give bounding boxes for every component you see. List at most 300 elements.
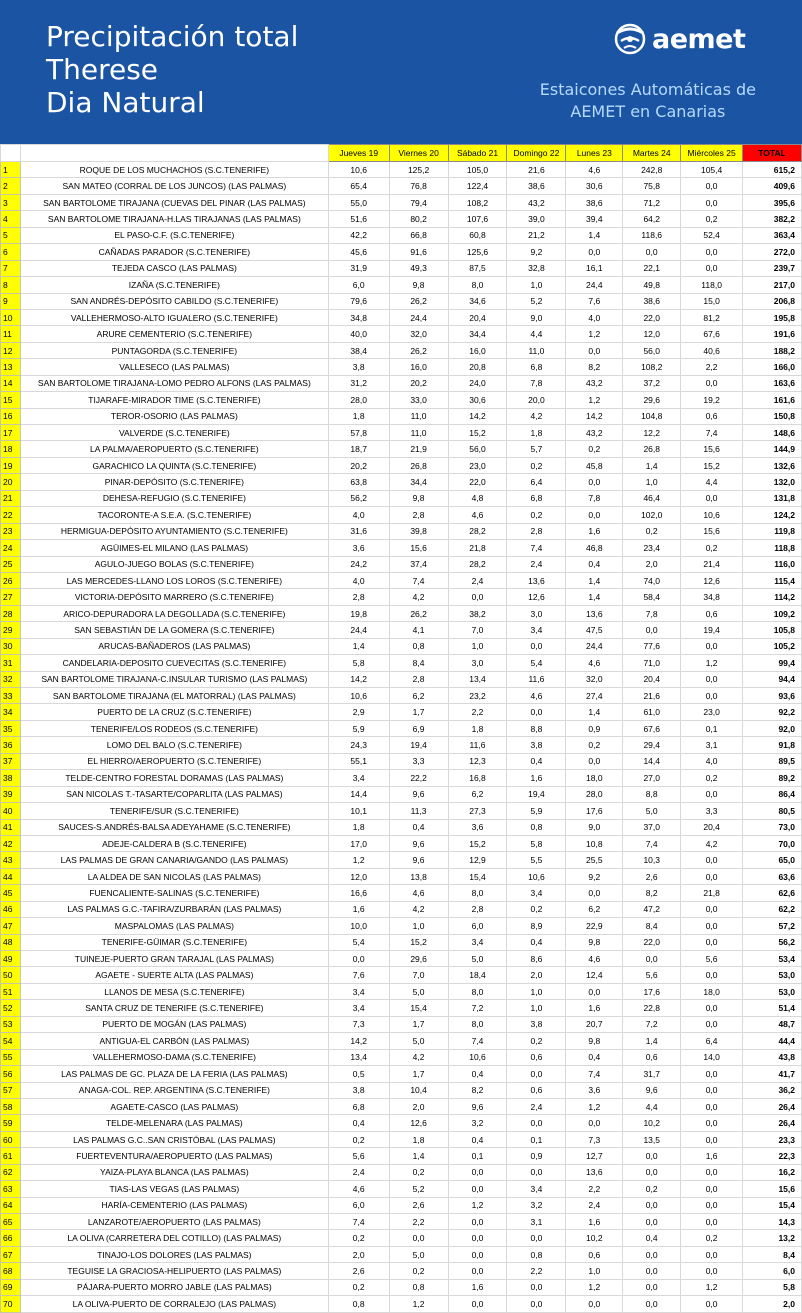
station-name: TINAJO-LOS DOLORES (LAS PALMAS): [20, 1246, 328, 1262]
value-lunes: 22,9: [566, 918, 623, 934]
value-jueves: 3,6: [328, 540, 389, 556]
value-domingo: 5,8: [507, 835, 566, 851]
station-name: TENERIFE-GÜIMAR (S.C.TENERIFE): [20, 934, 328, 950]
value-sabado: 0,0: [448, 1164, 507, 1180]
table-row: [1, 1000, 802, 1016]
value-martes: 29,4: [623, 737, 681, 753]
value-sabado: 15,2: [448, 425, 507, 441]
row-number: 10: [1, 309, 21, 325]
value-miercoles: 0,0: [681, 1016, 743, 1032]
value-miercoles: 14,0: [681, 1049, 743, 1065]
value-domingo: 38,6: [507, 178, 566, 194]
value-miercoles: 18,0: [681, 983, 743, 999]
value-viernes: 9,8: [389, 277, 448, 293]
value-martes: 4,4: [623, 1098, 681, 1114]
value-viernes: 9,6: [389, 852, 448, 868]
value-jueves: 24,4: [328, 622, 389, 638]
value-jueves: 63,8: [328, 474, 389, 490]
value-viernes: 4,2: [389, 901, 448, 917]
value-viernes: 26,2: [389, 605, 448, 621]
table-row: [1, 1181, 802, 1197]
value-domingo: 11,0: [507, 342, 566, 358]
value-total: 6,0: [743, 1263, 802, 1279]
value-jueves: 34,8: [328, 309, 389, 325]
value-domingo: 1,0: [507, 983, 566, 999]
table-row: [1, 1131, 802, 1147]
value-lunes: 13,6: [566, 1164, 623, 1180]
value-domingo: 11,6: [507, 671, 566, 687]
value-sabado: 3,6: [448, 819, 507, 835]
value-lunes: 1,0: [566, 1263, 623, 1279]
value-sabado: 18,4: [448, 967, 507, 983]
value-lunes: 14,2: [566, 408, 623, 424]
row-number: 23: [1, 523, 21, 539]
value-lunes: 1,2: [566, 326, 623, 342]
table-row: [1, 1148, 802, 1164]
value-jueves: 55,0: [328, 194, 389, 210]
value-domingo: 43,2: [507, 194, 566, 210]
value-martes: 12,2: [623, 425, 681, 441]
station-name: VALLESECO (LAS PALMAS): [20, 359, 328, 375]
value-sabado: 20,4: [448, 309, 507, 325]
table-row: [1, 770, 802, 786]
value-martes: 37,2: [623, 375, 681, 391]
value-lunes: 38,6: [566, 194, 623, 210]
value-sabado: 0,1: [448, 1148, 507, 1164]
value-viernes: 66,8: [389, 227, 448, 243]
value-viernes: 91,6: [389, 244, 448, 260]
value-martes: 5,6: [623, 967, 681, 983]
value-total: 86,4: [743, 786, 802, 802]
value-sabado: 0,0: [448, 1296, 507, 1312]
value-viernes: 39,8: [389, 523, 448, 539]
row-number: 26: [1, 572, 21, 588]
row-number: 20: [1, 474, 21, 490]
value-martes: 38,6: [623, 293, 681, 309]
value-miercoles: 0,0: [681, 671, 743, 687]
value-lunes: 0,0: [566, 474, 623, 490]
value-martes: 17,6: [623, 983, 681, 999]
value-domingo: 4,6: [507, 688, 566, 704]
header-banner: [0, 0, 802, 144]
value-viernes: 11,0: [389, 408, 448, 424]
value-martes: 0,6: [623, 1049, 681, 1065]
value-martes: 22,1: [623, 260, 681, 276]
value-lunes: 1,4: [566, 704, 623, 720]
station-name: PUERTO DE LA CRUZ (S.C.TENERIFE): [20, 704, 328, 720]
value-viernes: 1,4: [389, 1148, 448, 1164]
value-sabado: 0,0: [448, 1230, 507, 1246]
value-jueves: 31,9: [328, 260, 389, 276]
value-domingo: 0,2: [507, 507, 566, 523]
value-miercoles: 52,4: [681, 227, 743, 243]
value-sabado: 122,4: [448, 178, 507, 194]
value-viernes: 33,0: [389, 392, 448, 408]
value-viernes: 9,8: [389, 490, 448, 506]
row-number: 49: [1, 951, 21, 967]
value-martes: 14,4: [623, 753, 681, 769]
station-name: TEROR-OSORIO (LAS PALMAS): [20, 408, 328, 424]
table-row: [1, 589, 802, 605]
value-viernes: 15,2: [389, 934, 448, 950]
value-domingo: 2,4: [507, 1098, 566, 1114]
value-jueves: 10,6: [328, 162, 389, 178]
value-lunes: 0,0: [566, 753, 623, 769]
value-miercoles: 7,4: [681, 425, 743, 441]
value-total: 150,8: [743, 408, 802, 424]
value-martes: 0,2: [623, 523, 681, 539]
value-miercoles: 0,6: [681, 408, 743, 424]
value-martes: 7,4: [623, 835, 681, 851]
row-number: 55: [1, 1049, 21, 1065]
value-lunes: 1,6: [566, 523, 623, 539]
value-jueves: 55,1: [328, 753, 389, 769]
value-martes: 10,3: [623, 852, 681, 868]
row-number: 1: [1, 162, 21, 178]
value-sabado: 16,0: [448, 342, 507, 358]
station-name: ARICO-DEPURADORA LA DEGOLLADA (S.C.TENERIFE): [20, 605, 328, 621]
value-domingo: 3,8: [507, 737, 566, 753]
table-row: [1, 293, 802, 309]
row-number: 48: [1, 934, 21, 950]
value-sabado: 28,2: [448, 556, 507, 572]
value-jueves: 4,6: [328, 1181, 389, 1197]
station-name: TENERIFE/SUR (S.C.TENERIFE): [20, 803, 328, 819]
subtitle: [540, 79, 756, 123]
value-miercoles: 40,6: [681, 342, 743, 358]
value-sabado: 0,0: [448, 1214, 507, 1230]
station-name: EL PASO-C.F. (S.C.TENERIFE): [20, 227, 328, 243]
value-jueves: 38,4: [328, 342, 389, 358]
value-domingo: 4,4: [507, 326, 566, 342]
value-sabado: 38,2: [448, 605, 507, 621]
value-jueves: 3,8: [328, 1082, 389, 1098]
value-viernes: 26,2: [389, 293, 448, 309]
table-row: [1, 1214, 802, 1230]
value-martes: 29,6: [623, 392, 681, 408]
value-viernes: 21,9: [389, 441, 448, 457]
row-number: 25: [1, 556, 21, 572]
value-domingo: 5,2: [507, 293, 566, 309]
value-total: 116,0: [743, 556, 802, 572]
value-miercoles: 23,0: [681, 704, 743, 720]
table-row: [1, 934, 802, 950]
value-total: 43,8: [743, 1049, 802, 1065]
value-miercoles: 4,0: [681, 753, 743, 769]
value-total: 48,7: [743, 1016, 802, 1032]
value-martes: 0,0: [623, 244, 681, 260]
station-name: SAN BARTOLOME TIRAJANA (EL MATORRAL) (LAS PALMAS): [20, 688, 328, 704]
table-row: [1, 622, 802, 638]
row-number: 31: [1, 655, 21, 671]
value-miercoles: 0,2: [681, 540, 743, 556]
value-lunes: 1,2: [566, 1279, 623, 1295]
station-name: ROQUE DE LOS MUCHACHOS (S.C.TENERIFE): [20, 162, 328, 178]
value-viernes: 19,4: [389, 737, 448, 753]
table-row: [1, 1115, 802, 1131]
value-miercoles: 0,0: [681, 244, 743, 260]
value-viernes: 1,2: [389, 1296, 448, 1312]
row-number: 53: [1, 1016, 21, 1032]
column-header-sabado: Sábado 21: [448, 145, 507, 162]
value-total: 73,0: [743, 819, 802, 835]
station-name: TENERIFE/LOS RODEOS (S.C.TENERIFE): [20, 720, 328, 736]
value-lunes: 1,6: [566, 1214, 623, 1230]
value-viernes: 1,0: [389, 918, 448, 934]
station-name: SAUCES-S.ANDRÉS-BALSA ADEYAHAME (S.C.TENERIFE): [20, 819, 328, 835]
table-row: [1, 457, 802, 473]
value-viernes: 2,8: [389, 671, 448, 687]
value-jueves: 40,0: [328, 326, 389, 342]
value-domingo: 5,7: [507, 441, 566, 457]
row-number: 47: [1, 918, 21, 934]
value-martes: 23,4: [623, 540, 681, 556]
row-number: 45: [1, 885, 21, 901]
value-domingo: 0,2: [507, 901, 566, 917]
value-domingo: 2,0: [507, 967, 566, 983]
value-sabado: 14,2: [448, 408, 507, 424]
value-jueves: 2,8: [328, 589, 389, 605]
value-viernes: 24,4: [389, 309, 448, 325]
value-viernes: 20,2: [389, 375, 448, 391]
value-lunes: 43,2: [566, 425, 623, 441]
subtitle-line-1: Estaicones Automáticas de: [539, 80, 756, 99]
table-row: [1, 720, 802, 736]
value-lunes: 1,4: [566, 227, 623, 243]
value-miercoles: 105,4: [681, 162, 743, 178]
value-domingo: 5,9: [507, 803, 566, 819]
value-miercoles: 0,0: [681, 868, 743, 884]
value-lunes: 32,0: [566, 671, 623, 687]
value-miercoles: 0,0: [681, 852, 743, 868]
value-total: 131,8: [743, 490, 802, 506]
value-martes: 8,2: [623, 885, 681, 901]
value-jueves: 5,8: [328, 655, 389, 671]
value-miercoles: 0,0: [681, 1181, 743, 1197]
value-jueves: 18,7: [328, 441, 389, 457]
value-lunes: 0,0: [566, 983, 623, 999]
value-total: 132,0: [743, 474, 802, 490]
value-martes: 22,0: [623, 934, 681, 950]
value-total: 382,2: [743, 211, 802, 227]
value-jueves: 4,0: [328, 572, 389, 588]
value-total: 91,8: [743, 737, 802, 753]
column-header-miercoles: Miércoles 25: [681, 145, 743, 162]
value-domingo: 0,6: [507, 1049, 566, 1065]
value-domingo: 5,4: [507, 655, 566, 671]
row-number: 2: [1, 178, 21, 194]
value-domingo: 1,8: [507, 425, 566, 441]
row-number: 4: [1, 211, 21, 227]
row-number: 36: [1, 737, 21, 753]
station-name: LAS PALMAS G.C..SAN CRISTÓBAL (LAS PALMAS): [20, 1131, 328, 1147]
row-number: 9: [1, 293, 21, 309]
station-name: TIJARAFE-MIRADOR TIME (S.C.TENERIFE): [20, 392, 328, 408]
table-row: [1, 852, 802, 868]
value-sabado: 11,6: [448, 737, 507, 753]
value-sabado: 2,2: [448, 704, 507, 720]
value-jueves: 6,0: [328, 277, 389, 293]
value-sabado: 30,6: [448, 392, 507, 408]
value-miercoles: 21,8: [681, 885, 743, 901]
value-sabado: 23,2: [448, 688, 507, 704]
station-name: SAN MATEO (CORRAL DE LOS JUNCOS) (LAS PALMAS): [20, 178, 328, 194]
value-lunes: 7,8: [566, 490, 623, 506]
row-number: 7: [1, 260, 21, 276]
value-miercoles: 21,4: [681, 556, 743, 572]
row-number: 19: [1, 457, 21, 473]
value-lunes: 7,3: [566, 1131, 623, 1147]
value-lunes: 25,5: [566, 852, 623, 868]
value-domingo: 39,0: [507, 211, 566, 227]
value-jueves: 3,4: [328, 983, 389, 999]
row-number: 58: [1, 1098, 21, 1114]
value-domingo: 0,0: [507, 1164, 566, 1180]
value-martes: 0,0: [623, 1214, 681, 1230]
value-viernes: 15,4: [389, 1000, 448, 1016]
table-row: [1, 655, 802, 671]
value-sabado: 22,0: [448, 474, 507, 490]
table-row: [1, 408, 802, 424]
value-lunes: 9,2: [566, 868, 623, 884]
value-sabado: 8,0: [448, 1016, 507, 1032]
station-name: ARUCAS-BAÑADEROS (LAS PALMAS): [20, 638, 328, 654]
station-name: VALLEHERMOSO-DAMA (S.C.TENERIFE): [20, 1049, 328, 1065]
table-row: [1, 227, 802, 243]
value-miercoles: 0,0: [681, 1197, 743, 1213]
column-header-total: TOTAL: [743, 145, 802, 162]
station-name: PUNTAGORDA (S.C.TENERIFE): [20, 342, 328, 358]
value-total: 16,2: [743, 1164, 802, 1180]
station-name: ADEJE-CALDERA B (S.C.TENERIFE): [20, 835, 328, 851]
value-total: 161,6: [743, 392, 802, 408]
value-total: 5,8: [743, 1279, 802, 1295]
value-martes: 49,8: [623, 277, 681, 293]
value-total: 51,4: [743, 1000, 802, 1016]
value-martes: 0,0: [623, 1164, 681, 1180]
value-lunes: 17,6: [566, 803, 623, 819]
row-number: 5: [1, 227, 21, 243]
value-jueves: 12,0: [328, 868, 389, 884]
value-martes: 46,4: [623, 490, 681, 506]
value-sabado: 34,6: [448, 293, 507, 309]
value-martes: 74,0: [623, 572, 681, 588]
table-row: [1, 572, 802, 588]
value-total: 62,6: [743, 885, 802, 901]
value-lunes: 1,2: [566, 1098, 623, 1114]
value-sabado: 13,4: [448, 671, 507, 687]
value-sabado: 0,0: [448, 589, 507, 605]
value-martes: 21,6: [623, 688, 681, 704]
value-jueves: 31,2: [328, 375, 389, 391]
value-viernes: 3,3: [389, 753, 448, 769]
value-miercoles: 15,2: [681, 457, 743, 473]
value-jueves: 10,6: [328, 688, 389, 704]
value-sabado: 3,4: [448, 934, 507, 950]
value-lunes: 18,0: [566, 770, 623, 786]
row-number: 13: [1, 359, 21, 375]
value-martes: 0,0: [623, 951, 681, 967]
value-domingo: 0,2: [507, 457, 566, 473]
logo-text: aemet: [652, 23, 746, 55]
station-name: ARURE CEMENTERIO (S.C.TENERIFE): [20, 326, 328, 342]
value-miercoles: 4,4: [681, 474, 743, 490]
value-jueves: 0,0: [328, 951, 389, 967]
value-domingo: 0,2: [507, 1033, 566, 1049]
station-name: YAIZA-PLAYA BLANCA (LAS PALMAS): [20, 1164, 328, 1180]
value-jueves: 1,8: [328, 408, 389, 424]
value-miercoles: 0,0: [681, 194, 743, 210]
value-jueves: 19,8: [328, 605, 389, 621]
title-line-2: Therese: [46, 53, 159, 86]
value-sabado: 87,5: [448, 260, 507, 276]
table-row: [1, 490, 802, 506]
row-number: 43: [1, 852, 21, 868]
station-name: TUINEJE-PUERTO GRAN TARAJAL (LAS PALMAS): [20, 951, 328, 967]
value-miercoles: 2,2: [681, 359, 743, 375]
value-lunes: 7,6: [566, 293, 623, 309]
value-lunes: 9,0: [566, 819, 623, 835]
header-blank-cell: [20, 145, 328, 162]
value-sabado: 3,2: [448, 1115, 507, 1131]
value-lunes: 8,2: [566, 359, 623, 375]
table-row: [1, 704, 802, 720]
value-martes: 0,2: [623, 1181, 681, 1197]
value-domingo: 0,8: [507, 819, 566, 835]
value-viernes: 0,0: [389, 1230, 448, 1246]
value-lunes: 20,7: [566, 1016, 623, 1032]
value-lunes: 0,6: [566, 1246, 623, 1262]
value-sabado: 0,4: [448, 1066, 507, 1082]
value-viernes: 1,7: [389, 1066, 448, 1082]
value-lunes: 0,4: [566, 1049, 623, 1065]
value-lunes: 0,0: [566, 1296, 623, 1312]
value-miercoles: 0,0: [681, 1246, 743, 1262]
value-total: 14,3: [743, 1214, 802, 1230]
value-miercoles: 1,2: [681, 1279, 743, 1295]
value-jueves: 56,2: [328, 490, 389, 506]
value-domingo: 0,0: [507, 704, 566, 720]
row-number: 32: [1, 671, 21, 687]
page-title: [46, 20, 298, 119]
value-miercoles: 0,1: [681, 720, 743, 736]
table-row: [1, 178, 802, 194]
value-total: 166,0: [743, 359, 802, 375]
value-viernes: 0,4: [389, 819, 448, 835]
value-total: 115,4: [743, 572, 802, 588]
station-name: PUERTO DE MOGÁN (LAS PALMAS): [20, 1016, 328, 1032]
value-domingo: 8,8: [507, 720, 566, 736]
value-martes: 0,0: [623, 622, 681, 638]
station-name: PINAR-DEPÓSITO (S.C.TENERIFE): [20, 474, 328, 490]
row-number: 11: [1, 326, 21, 342]
station-name: HERMIGUA-DEPÓSITO AYUNTAMIENTO (S.C.TENERIFE): [20, 523, 328, 539]
value-miercoles: 20,4: [681, 819, 743, 835]
value-sabado: 20,8: [448, 359, 507, 375]
station-name: PÁJARA-PUERTO MORRO JABLE (LAS PALMAS): [20, 1279, 328, 1295]
value-sabado: 60,8: [448, 227, 507, 243]
value-total: 53,0: [743, 967, 802, 983]
value-lunes: 16,1: [566, 260, 623, 276]
value-miercoles: 12,6: [681, 572, 743, 588]
station-name: VALVERDE (S.C.TENERIFE): [20, 425, 328, 441]
value-martes: 31,7: [623, 1066, 681, 1082]
table-row: [1, 194, 802, 210]
value-domingo: 3,0: [507, 605, 566, 621]
row-number: 56: [1, 1066, 21, 1082]
value-jueves: 2,0: [328, 1246, 389, 1262]
value-domingo: 3,4: [507, 622, 566, 638]
